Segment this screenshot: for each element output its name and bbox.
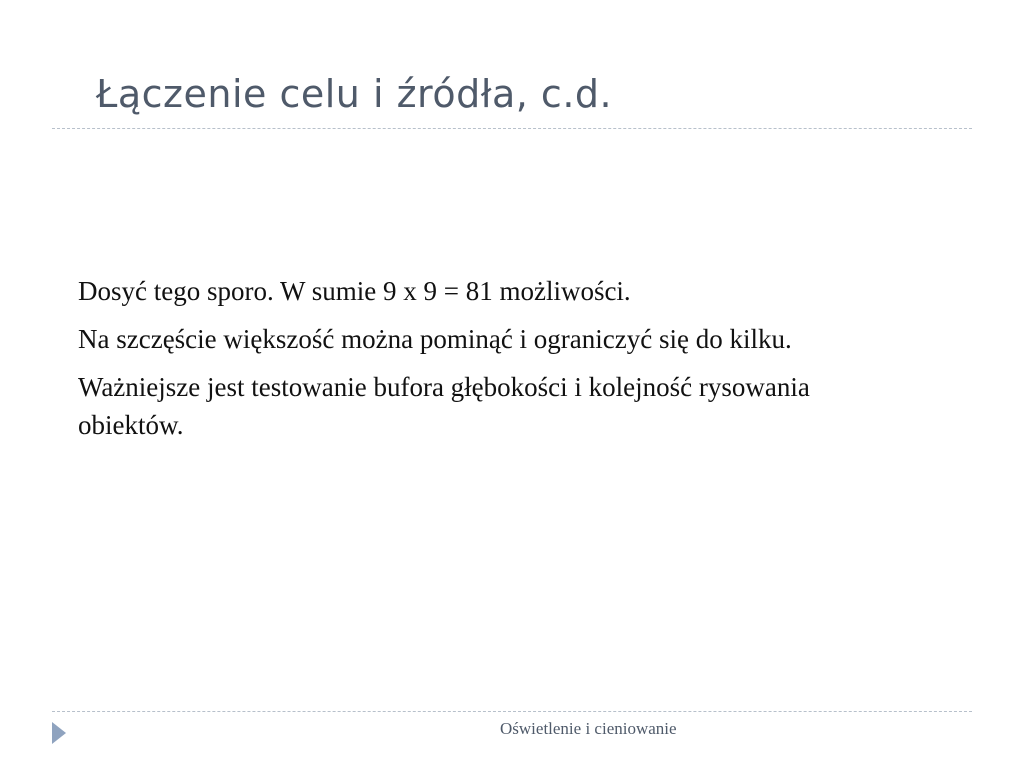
slide-title: Łączenie celu i źródła, c.d. [96, 72, 613, 116]
paragraph-3: Ważniejsze jest testowanie bufora głębokości i kolejność rysowania obiektów. [78, 372, 810, 440]
footer-text: Oświetlenie i cieniowanie [500, 719, 677, 738]
triangle-right-icon [52, 722, 66, 744]
slide-body [78, 272, 908, 454]
title-divider [52, 128, 972, 129]
footer-divider [52, 711, 972, 712]
paragraph-1: Dosyć tego sporo. W sumie 9 x 9 = 81 możliwości. [78, 276, 631, 306]
paragraph-2: Na szczęście większość można pominąć i ograniczyć się do kilku. [78, 324, 792, 354]
